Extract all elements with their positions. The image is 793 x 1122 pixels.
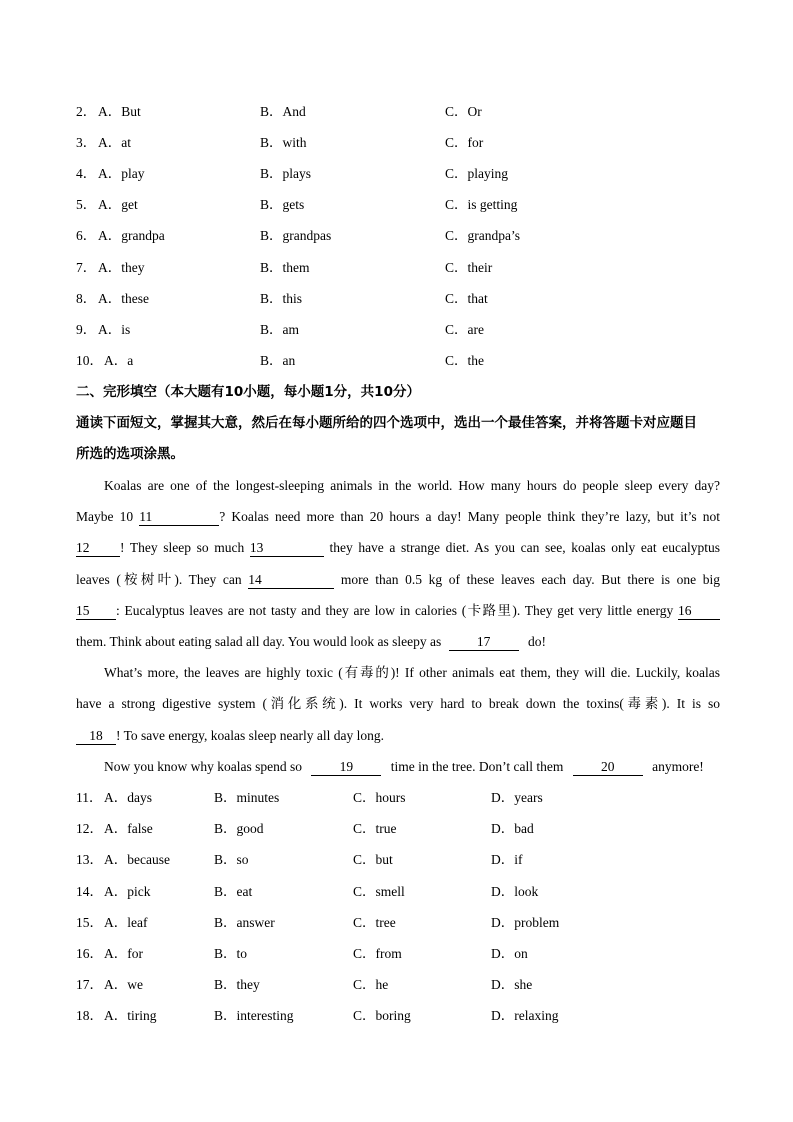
blank-11: 11 bbox=[139, 508, 219, 526]
option-b: B．this bbox=[260, 291, 303, 306]
blank-13: 13 bbox=[250, 539, 324, 557]
option-b: B．minutes bbox=[214, 790, 280, 805]
section-instruction: 通读下面短文，掌握其大意，然后在每小题所给的四个选项中，选出一个最佳答案，并将答题卡对应题目 bbox=[76, 415, 697, 431]
option-c: C．for bbox=[445, 135, 484, 150]
option-a: A．at bbox=[98, 135, 131, 150]
option-b: B．eat bbox=[214, 884, 253, 899]
option-d: D．problem bbox=[491, 915, 560, 930]
passage-line: Koalas are one of the longest-sleeping animals in the world. How many hours do people sleep every day? bbox=[104, 478, 720, 493]
option-d: D．bad bbox=[491, 821, 534, 836]
option-a: A．false bbox=[104, 821, 153, 836]
passage-line: have a strong digestive system (消化系统). It works very hard to break down the toxins(毒素). It is so bbox=[76, 696, 720, 711]
option-a: A．But bbox=[98, 104, 141, 119]
option-b: B．they bbox=[214, 977, 260, 992]
question-number: 12． bbox=[76, 821, 103, 836]
question-number: 7． bbox=[76, 260, 97, 275]
option-a: A．grandpa bbox=[98, 228, 165, 243]
option-c: C．Or bbox=[445, 104, 482, 119]
option-a: A．pick bbox=[104, 884, 151, 899]
option-c: C．the bbox=[445, 353, 484, 368]
option-b: B．plays bbox=[260, 166, 312, 181]
option-a: A．leaf bbox=[104, 915, 148, 930]
option-c: C．is getting bbox=[445, 197, 518, 212]
question-number: 11． bbox=[76, 790, 103, 805]
option-d: D．years bbox=[491, 790, 543, 805]
option-b: B．to bbox=[214, 946, 248, 961]
question-number: 16． bbox=[76, 946, 103, 961]
option-a: A．play bbox=[98, 166, 145, 181]
passage-line bbox=[76, 632, 720, 652]
option-c: C．but bbox=[353, 852, 393, 867]
option-b: B．gets bbox=[260, 197, 305, 212]
passage-line bbox=[76, 507, 720, 527]
option-c: C．are bbox=[445, 322, 484, 337]
section-title: 二、完形填空（本大题有10小题，每小题1分，共10分） bbox=[76, 384, 420, 400]
option-d: D．look bbox=[491, 884, 539, 899]
question-number: 10． bbox=[76, 353, 103, 368]
option-c: C．true bbox=[353, 821, 397, 836]
option-b: B．am bbox=[260, 322, 299, 337]
option-c: C．smell bbox=[353, 884, 405, 899]
option-d: D．if bbox=[491, 852, 523, 867]
option-a: A．days bbox=[104, 790, 152, 805]
option-b: B．answer bbox=[214, 915, 275, 930]
question-number: 4． bbox=[76, 166, 97, 181]
passage-text: they have a strange diet. As you can see, koalas only eat eucalyptus bbox=[329, 540, 720, 555]
option-b: B．grandpas bbox=[260, 228, 332, 243]
passage-text: Maybe 10 bbox=[76, 509, 134, 524]
passage-line bbox=[76, 538, 720, 558]
passage-text: them. Think about eating salad all day. You would look as sleepy as bbox=[76, 634, 442, 649]
option-b: B．an bbox=[260, 353, 296, 368]
question-number: 8． bbox=[76, 291, 97, 306]
blank-20: 20 bbox=[573, 758, 643, 776]
question-number: 5． bbox=[76, 197, 97, 212]
option-d: D．she bbox=[491, 977, 533, 992]
passage-text: more than 0.5 kg of these leaves each day. But there is one big bbox=[340, 572, 721, 587]
option-c: C．tree bbox=[353, 915, 396, 930]
passage-line bbox=[104, 757, 720, 777]
blank-12: 12 bbox=[76, 539, 120, 557]
option-c: C．from bbox=[353, 946, 402, 961]
passage-line bbox=[76, 601, 720, 621]
passage-text: leaves (桉树叶). They can bbox=[76, 572, 242, 587]
option-c: C．that bbox=[445, 291, 488, 306]
question-number: 2． bbox=[76, 104, 97, 119]
option-a: A．is bbox=[98, 322, 131, 337]
passage-text: : Eucalyptus leaves are not tasty and they are low in calories (卡路里). They get very little energy bbox=[116, 603, 674, 618]
blank-15: 15 bbox=[76, 602, 116, 620]
question-number: 18． bbox=[76, 1008, 103, 1023]
passage-text: time in the tree. Don’t call them bbox=[390, 759, 564, 774]
option-b: B．with bbox=[260, 135, 307, 150]
option-b: B．them bbox=[260, 260, 310, 275]
option-c: C．hours bbox=[353, 790, 406, 805]
question-number: 13． bbox=[76, 852, 103, 867]
option-b: B．And bbox=[260, 104, 306, 119]
option-c: C．their bbox=[445, 260, 493, 275]
section-instruction-continued: 所选的选项涂黑。 bbox=[76, 446, 184, 462]
blank-16: 16 bbox=[678, 602, 720, 620]
option-a: A．for bbox=[104, 946, 143, 961]
blank-19: 19 bbox=[311, 758, 381, 776]
blank-18: 18 bbox=[76, 727, 116, 745]
passage-text: ! To save energy, koalas sleep nearly all day long. bbox=[116, 728, 384, 743]
blank-14: 14 bbox=[248, 571, 334, 589]
option-a: A．get bbox=[98, 197, 138, 212]
passage-text: Now you know why koalas spend so bbox=[104, 759, 302, 774]
question-number: 9． bbox=[76, 322, 97, 337]
question-number: 3． bbox=[76, 135, 97, 150]
option-a: A．a bbox=[104, 353, 134, 368]
passage-text: ! They sleep so much bbox=[120, 540, 245, 555]
passage-text: do! bbox=[527, 634, 546, 649]
question-number: 14． bbox=[76, 884, 103, 899]
passage-line bbox=[76, 570, 720, 590]
question-number: 6． bbox=[76, 228, 97, 243]
option-d: D．relaxing bbox=[491, 1008, 559, 1023]
blank-17: 17 bbox=[449, 633, 519, 651]
option-c: C．he bbox=[353, 977, 389, 992]
option-c: C．boring bbox=[353, 1008, 411, 1023]
passage-line bbox=[76, 726, 720, 746]
option-d: D．on bbox=[491, 946, 528, 961]
passage-text: anymore! bbox=[652, 759, 704, 774]
option-b: B．so bbox=[214, 852, 249, 867]
passage-line: What’s more, the leaves are highly toxic (有毒的)! If other animals eat them, they will die. Luckily, koalas bbox=[104, 665, 720, 680]
option-a: A．we bbox=[104, 977, 143, 992]
option-a: A．these bbox=[98, 291, 149, 306]
option-c: C．playing bbox=[445, 166, 508, 181]
option-a: A．because bbox=[104, 852, 170, 867]
passage-text: ? Koalas need more than 20 hours a day! Many people think they’re lazy, but it’s not bbox=[219, 509, 720, 524]
question-number: 15． bbox=[76, 915, 103, 930]
option-b: B．interesting bbox=[214, 1008, 294, 1023]
option-a: A．they bbox=[98, 260, 145, 275]
option-b: B．good bbox=[214, 821, 264, 836]
option-c: C．grandpa’s bbox=[445, 228, 520, 243]
option-a: A．tiring bbox=[104, 1008, 157, 1023]
question-number: 17． bbox=[76, 977, 103, 992]
